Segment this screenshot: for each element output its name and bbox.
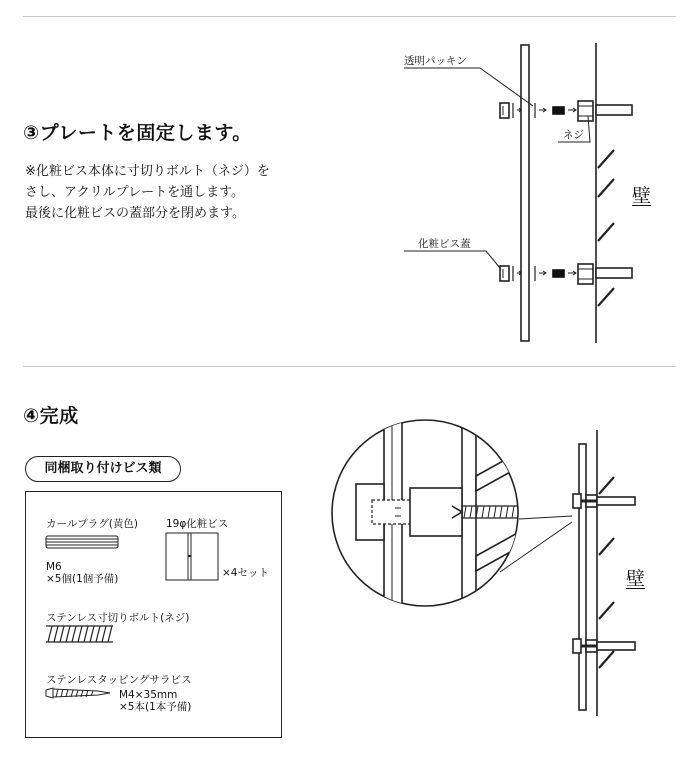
wall-hatching: [598, 150, 614, 306]
tap-screw-name: ステンレスタッピングサラビス: [46, 674, 192, 686]
completed-plate: [579, 444, 586, 710]
step4-title: ④完成: [23, 405, 79, 427]
upper-screw-assembly: [500, 101, 632, 121]
plug-qty: ×5個(1個予備): [46, 573, 119, 585]
step3-desc-line-2: さし、アクリルプレートを通します。: [25, 185, 245, 200]
label-wall-step3: 壁: [632, 185, 652, 207]
step3-diagram: [0, 0, 700, 366]
label-screw: ネジ: [563, 129, 584, 141]
label-cap: 化粧ビス蓋: [418, 238, 471, 250]
bolt-name: ステンレス寸切りボルト(ネジ): [46, 612, 190, 624]
deco-screw-name: 19φ化粧ビス: [166, 518, 229, 530]
label-wall-step4: 壁: [626, 568, 646, 590]
kit-title-badge: 同梱取り付けビス類: [25, 456, 181, 482]
tap-screw-size: M4×35mm: [119, 689, 178, 701]
leader-packing: [404, 68, 533, 106]
step3-title: ③プレートを固定します。: [23, 122, 252, 144]
step4-diagram: [0, 366, 700, 761]
plug-size: M6: [46, 561, 62, 573]
step3-desc-line-1: ※化粧ビス本体に寸切りボルト（ネジ）を: [25, 164, 270, 179]
plug-name: カールプラグ(黄色): [46, 518, 138, 530]
step3-desc-line-3: 最後に化粧ビスの蓋部分を閉めます。: [25, 206, 245, 221]
lower-screw-assembly: [500, 264, 632, 284]
acrylic-plate: [521, 45, 529, 341]
deco-screw-qty: ×4セット: [222, 567, 269, 579]
leader-cap: [404, 251, 500, 268]
tap-screw-qty: ×5本(1本予備): [119, 701, 192, 713]
label-transparent-packing: 透明パッキン: [404, 55, 467, 67]
